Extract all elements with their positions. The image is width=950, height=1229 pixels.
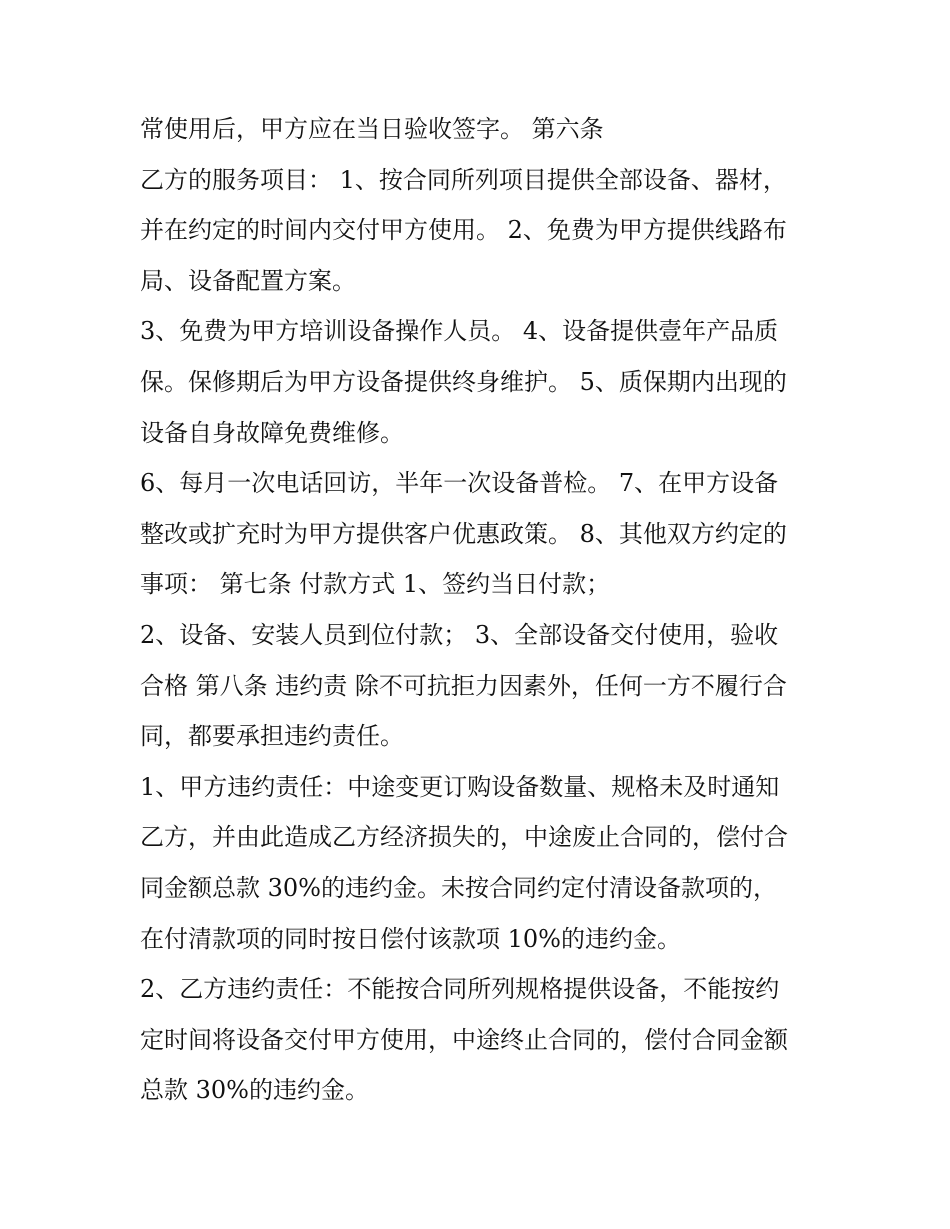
text-line: 事项： 第七条 付款方式 1、签约当日付款； — [140, 570, 611, 599]
text-line: 1、甲方违约责任：中途变更订购设备数量、规格未及时通知 — [140, 772, 780, 801]
text-line: 常使用后，甲方应在当日验收签字。 第六条 — [140, 115, 604, 143]
document-body — [140, 110, 820, 1122]
text-line: 同，都要承担违约责任。 — [140, 722, 404, 751]
text-line: 乙方，并由此造成乙方经济损失的，中途废止合同的，偿付合 — [140, 823, 788, 852]
text-line: 整改或扩充时为甲方提供客户优惠政策。 8、其他双方约定的 — [140, 519, 787, 548]
text-line: 2、乙方违约责任：不能按合同所列规格提供设备，不能按约 — [140, 975, 780, 1004]
text-line: 局、设备配置方案。 — [140, 266, 356, 295]
text-line: 6、每月一次电话回访，半年一次设备普检。 7、在甲方设备 — [140, 469, 779, 498]
text-line: 保。保修期后为甲方设备提供终身维护。 5、质保期内出现的 — [140, 367, 787, 396]
text-line: 设备自身故障免费维修。 — [140, 418, 404, 447]
text-line: 总款 30%的违约金。 — [140, 1076, 369, 1105]
text-line: 定时间将设备交付甲方使用，中途终止合同的，偿付合同金额 — [140, 1025, 788, 1054]
text-line: 同金额总款 30%的违约金。未按合同约定付清设备款项的， — [140, 873, 777, 902]
text-line: 合格 第八条 违约责 除不可抗拒力因素外，任何一方不履行合 — [140, 671, 787, 700]
text-line: 乙方的服务项目： 1、按合同所列项目提供全部设备、器材， — [140, 165, 787, 194]
text-line: 并在约定的时间内交付甲方使用。 2、免费为甲方提供线路布 — [140, 216, 787, 245]
text-line: 3、免费为甲方培训设备操作人员。 4、设备提供壹年产品质 — [140, 317, 779, 346]
text-line: 在付清款项的同时按日偿付该款项 10%的违约金。 — [140, 924, 681, 953]
text-line: 2、设备、安装人员到位付款； 3、全部设备交付使用，验收 — [140, 620, 779, 649]
